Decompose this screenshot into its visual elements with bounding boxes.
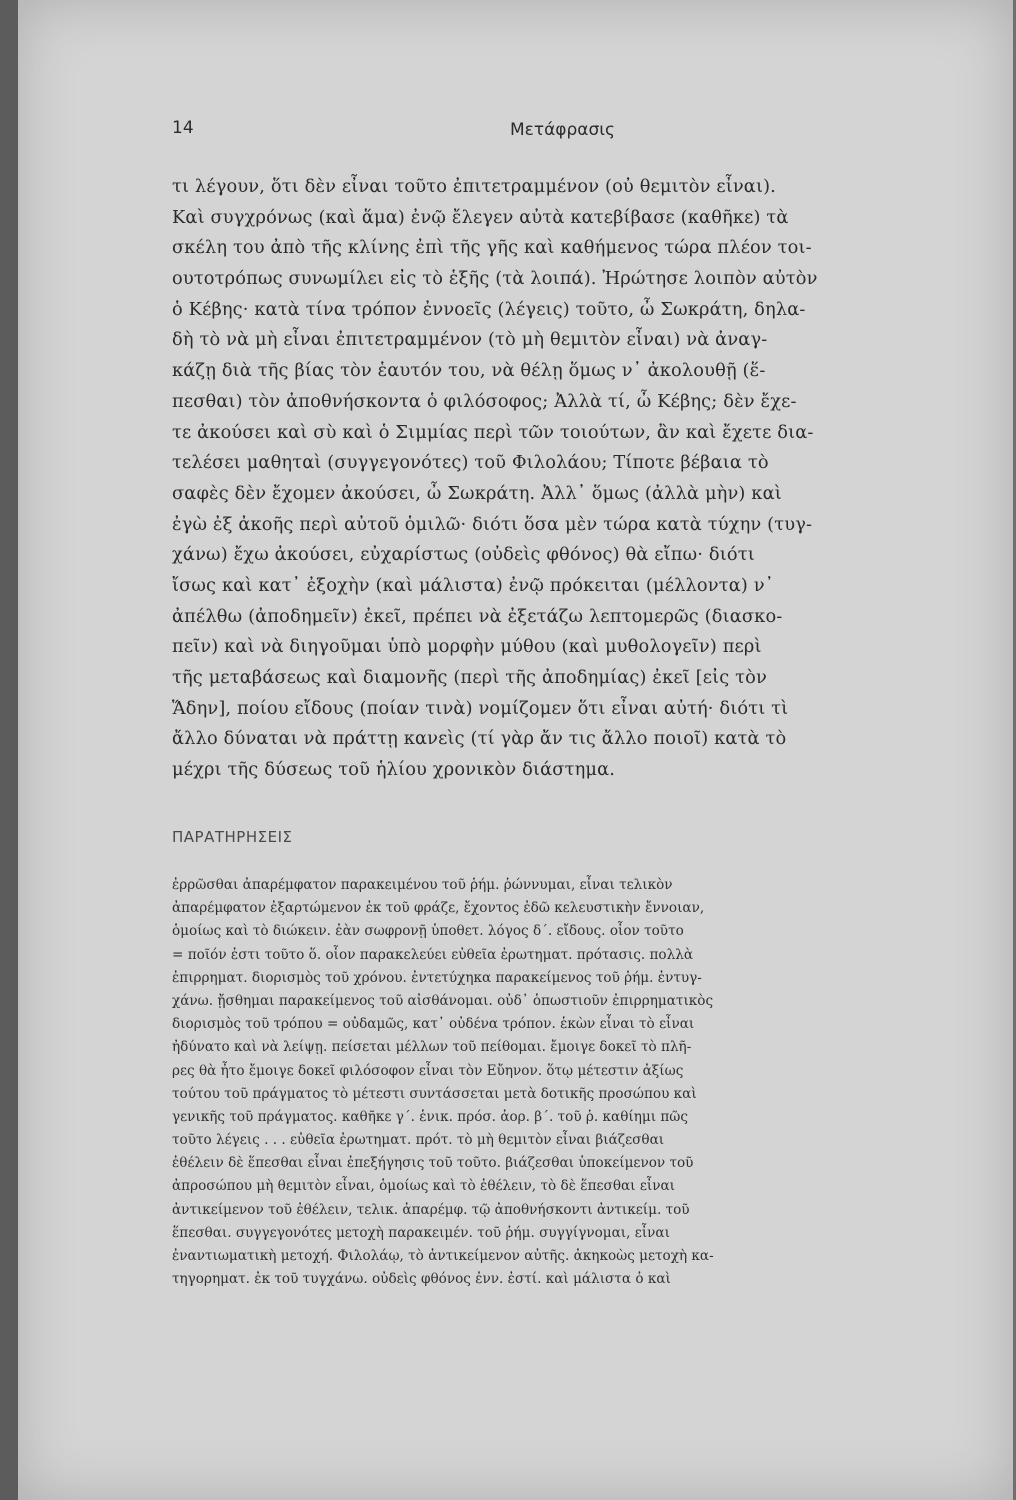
- note-line: ὁμοίως καὶ τὸ διώκειν. ἐὰν σωφρονῇ ὑποθετ. λόγος δ΄. εἴδους. οἷον τοῦτο: [172, 923, 684, 940]
- note-line: ρες θὰ ἦτο ἔμοιγε δοκεῖ φιλόσοφον εἶναι τὸν Εὔηνον. ὅτῳ μέτεστιν ἀξίως: [172, 1062, 684, 1079]
- note-line: τούτου τοῦ πράγματος τὸ μέτεστι συντάσσεται μετὰ δοτικῆς προσώπου καὶ: [172, 1085, 697, 1102]
- text-line: πεῖν) καὶ νὰ διηγοῦμαι ὑπὸ μορφὴν μύθου (καὶ μυθολογεῖν) περὶ: [172, 636, 762, 658]
- note-line: ἐναντιωματικὴ μετοχή. Φιλολάῳ, τὸ ἀντικείμενον αὐτῆς. ἀκηκοὼς μετοχὴ κα-: [172, 1248, 714, 1264]
- note-line: τοῦτο λέγεις . . . εὐθεῖα ἐρωτηματ. πρότ. τὸ μὴ θεμιτὸν εἶναι βιάζεσθαι: [172, 1132, 665, 1149]
- note-line: ἐπιρρηματ. διορισμὸς τοῦ χρόνου. ἐντετύχηκα παρακείμενος τοῦ ῥήμ. ἐντυγ-: [172, 969, 702, 986]
- notes-text: [172, 874, 1016, 1291]
- text-line: ἀπέλθω (ἀποδημεῖν) ἐκεῖ, πρέπει νὰ ἐξετάζω λεπτομερῶς (διασκο-: [172, 605, 783, 627]
- text-line: ουτοτρόπως συνωμίλει εἰς τὸ ἑξῆς (τὰ λοιπά). Ἠρώτησε λοιπὸν αὐτὸν: [172, 268, 818, 290]
- note-line: ἠδύνατο καὶ νὰ λείψῃ. πείσεται μέλλων τοῦ πείθομαι. ἔμοιγε δοκεῖ τὸ πλῆ-: [172, 1039, 692, 1056]
- text-line: τελέσει μαθηταὶ (συγγεγονότες) τοῦ Φιλολάου; Τίποτε βέβαια τὸ: [172, 452, 769, 474]
- text-line: σαφὲς δὲν ἔχομεν ἀκούσει, ὦ Σωκράτη. Ἀλλ᾽ ὅμως (ἀλλὰ μὴν) καὶ: [172, 482, 782, 504]
- text-line: ἴσως καὶ κατ᾽ ἐξοχὴν (καὶ μάλιστα) ἐνῷ πρόκειται (μέλλοντα) ν᾽: [172, 574, 774, 596]
- note-line: ἐρρῶσθαι ἀπαρέμφατον παρακειμένου τοῦ ῥήμ. ῥώννυμαι, εἶναι τελικὸν: [172, 877, 673, 893]
- note-line: γενικῆς τοῦ πράγματος. καθῆκε γ΄. ἑνικ. πρόσ. ἀορ. β΄. τοῦ ῥ. καθίημι πῶς: [172, 1108, 688, 1125]
- scan-left-margin: [0, 0, 18, 1500]
- text-line: πεσθαι) τὸν ἀποθνήσκοντα ὁ φιλόσοφος; Ἀλλὰ τί, ὦ Κέβης; δὲν ἔχε-: [172, 390, 797, 412]
- text-line: τι λέγουν, ὅτι δὲν εἶναι τοῦτο ἐπιτετραμμένον (οὐ θεμιτὸν εἶναι).: [172, 176, 776, 197]
- text-line: μέχρι τῆς δύσεως τοῦ ἡλίου χρονικὸν διάστημα.: [172, 759, 616, 781]
- page-number: 14: [172, 118, 194, 138]
- notes-heading: ΠΑΡΑΤΗΡΗΣΕΙΣ: [172, 828, 293, 846]
- text-line: κάζῃ διὰ τῆς βίας τὸν ἑαυτόν του, νὰ θέλῃ ὅμως ν᾽ ἀκολουθῇ (ἕ-: [172, 360, 766, 382]
- note-line: ἀντικείμενον τοῦ ἐθέλειν, τελικ. ἀπαρέμφ. τῷ ἀποθνήσκοντι ἀντικείμ. τοῦ: [172, 1201, 690, 1218]
- text-line: δὴ τὸ νὰ μὴ εἶναι ἐπιτετραμμένον (τὸ μὴ θεμιτὸν εἶναι) νὰ ἀναγ-: [172, 329, 768, 351]
- text-line: Ἅδην], ποίου εἴδους (ποίαν τινὰ) νομίζομεν ὅτι εἶναι αὐτή· διότι τὶ: [172, 697, 789, 719]
- text-line: ὁ Κέβης· κατὰ τίνα τρόπον ἐννοεῖς (λέγεις) τοῦτο, ὦ Σωκράτη, δηλα-: [172, 298, 806, 320]
- note-line: χάνω. ᾔσθημαι παρακείμενος τοῦ αἰσθάνομαι. οὐδ᾽ ὁπωστιοῦν ἐπιρρηματικὸς: [172, 992, 714, 1009]
- text-line: ἐγὼ ἐξ ἀκοῆς περὶ αὐτοῦ ὁμιλῶ· διότι ὅσα μὲν τώρα κατὰ τύχην (τυγ-: [172, 513, 813, 535]
- note-line: ἐθέλειν δὲ ἕπεσθαι εἶναι ἐπεξήγησις τοῦ τοῦτο. βιάζεσθαι ὑποκείμενον τοῦ: [172, 1155, 694, 1172]
- note-line: ἀπαρέμφατον ἐξαρτώμενον ἐκ τοῦ φράζε, ἔχοντος ἐδῶ κελευστικὴν ἔννοιαν,: [172, 900, 705, 917]
- note-line: = ποῖόν ἐστι τοῦτο ὅ. οἷον παρακελεύει εὐθεῖα ἐρωτηματ. πρότασις. πολλὰ: [172, 946, 693, 963]
- note-line: ἕπεσθαι. συγγεγονότες μετοχὴ παρακειμέν. τοῦ ῥήμ. συγγίγνομαι, εἶναι: [172, 1224, 670, 1241]
- text-line: τε ἀκούσει καὶ σὺ καὶ ὁ Σιμμίας περὶ τῶν τοιούτων, ἂν καὶ ἔχετε δια-: [172, 421, 814, 443]
- text-line: τῆς μεταβάσεως καὶ διαμονῆς (περὶ τῆς ἀποδημίας) ἐκεῖ [εἰς τὸν: [172, 667, 767, 688]
- running-title: Μετάφρασις: [510, 120, 616, 140]
- text-line: χάνω) ἔχω ἀκούσει, εὐχαρίστως (οὐδεὶς φθόνος) θὰ εἴπω· διότι: [172, 544, 755, 566]
- text-line: ἄλλο δύναται νὰ πράττῃ κανεὶς (τί γὰρ ἄν τις ἄλλο ποιοῖ) κατὰ τὸ: [172, 728, 787, 750]
- text-line: σκέλη του ἀπὸ τῆς κλίνης ἐπὶ τῆς γῆς καὶ καθήμενος τώρα πλέον τοι-: [172, 237, 812, 259]
- note-line: ἀπροσώπου μὴ θεμιτὸν εἶναι, ὁμοίως καὶ τὸ ἐθέλειν, τὸ δὲ ἕπεσθαι εἶναι: [172, 1178, 675, 1195]
- translation-text: [172, 172, 1016, 786]
- note-line: διορισμὸς τοῦ τρόπου = οὐδαμῶς, κατ᾽ οὐδένα τρόπον. ἑκὼν εἶναι τὸ εἶναι: [172, 1016, 695, 1033]
- text-line: Καὶ συγχρόνως (καὶ ἅμα) ἐνῷ ἔλεγεν αὐτὰ κατεβίβασε (καθῆκε) τὰ: [172, 206, 789, 228]
- note-line: τηγορηματ. ἐκ τοῦ τυγχάνω. οὐδεὶς φθόνος ἐνν. ἐστί. καὶ μάλιστα ὁ καὶ: [172, 1271, 671, 1288]
